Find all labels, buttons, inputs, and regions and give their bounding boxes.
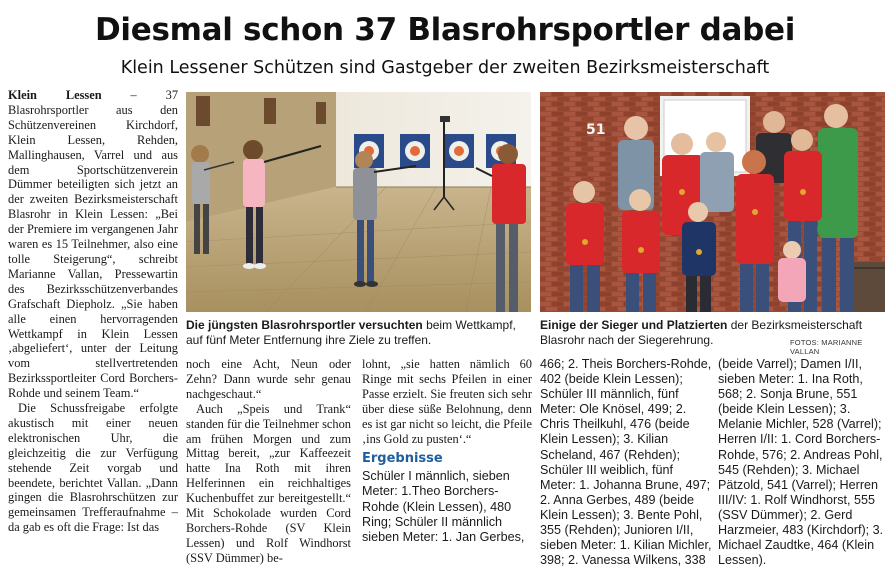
subheadline: Klein Lessener Schützen sind Gastgeber der zweiten Bezirksmeisterschaft <box>120 58 770 78</box>
results-text-1: Schüler I männlich, sieben Meter: 1.Theo Borchers-Rohde (Klein Lessen), 480 Ring; Schüler II männlich sieben Meter: 1. Jan Gerbes, <box>362 469 525 544</box>
article-column-3 <box>362 357 532 545</box>
young-shooters-illustration <box>186 92 531 312</box>
article-paragraph-2: Die Schussfreigabe erfolgte akustisch mit einer neuen elektronischen Uhr, die gleichzeitig die zur Verfügung stehende Zeit vorgab und beendete, berichtet Vallan. „Dann gingen die Blasrohrschützen zur gemeinsamen Trefferaufnahme – da gab es oft die Frage: Ist das <box>8 401 178 535</box>
caption-left-lead: Die jüngsten Blasrohrsportler versuchten <box>186 318 423 332</box>
results-heading: Ergebnisse <box>362 451 443 467</box>
results-text-3: (beide Varrel); Damen I/II, sieben Meter: 1. Ina Roth, 568; 2. Sonja Brune, 551 (beide Klein Lessen); 3. Melanie Michler, 528 (Varrel); Herren I/II: 1. Cord Borchers-Rohde, 576; 2. Andreas Pohl, 545 (Rehden); 3. Michael Pätzold, 541 (Varrel); Herren III/IV: 1. Rolf Windhorst, 555 (SSV Dümmer); 2. Gerd Harzmeier, 483 (Kirchdorf); 3. Michael Zaudtke, 464 (Klein Lessen). <box>718 357 884 568</box>
article-column-1 <box>8 88 178 535</box>
results-column-4 <box>540 357 712 568</box>
photo-young-shooters <box>186 92 531 312</box>
photo-winners-group <box>540 92 885 312</box>
caption-right-text: der Bezirksmeisterschaft Blasrohr nach der Siegerehrung. <box>540 318 863 347</box>
article-paragraph-5: lohnt, „sie hatten nämlich 60 Ringe mit sechs Pfeilen in einer Passe erzielt. Sie freuten sich sehr über diese süße Belohnung, denn es ist gar nicht so leicht, die Pfeile ‚ins Gold zu pusten‘.“ <box>362 357 532 446</box>
dateline: Klein Lessen <box>8 88 102 102</box>
article-paragraph-4: Auch „Speis und Trank“ standen für die Teilnehmer schon am frühen Morgen und zum Mittag bereit, „zur Kaffeezeit hatte Ina Roth mit ihren Helferinnen ein reichhaltiges Kuchenbuffet zur bereitgestellt.“ Mit Schokolade wurden Cord Borchers-Rohde (SV Klein Lessen) und Rolf Windhorst (SSV Dümmer) be- <box>186 401 351 565</box>
article-paragraph-1 <box>8 88 178 401</box>
headline: Diesmal schon 37 Blasrohrsportler dabei <box>94 12 796 48</box>
results-column-5 <box>718 357 886 568</box>
article-paragraph-3: noch eine Acht, Neun oder Zehn? Dann wurde sehr genau nachgeschaut.“ <box>186 357 351 401</box>
caption-right-lead: Einige der Sieger und Platzierten <box>540 318 728 332</box>
wall-number: 51 <box>586 122 606 138</box>
photo-credit: FOTOS: MARIANNE VALLAN <box>790 338 863 356</box>
article-text-1: – 37 Blasrohrsportler aus den Schützenvereinen Kirchdorf, Klein Lessen, Rehden, Mallinghausen, Varrel und aus dem Sportschützenverein Dümmer beteiligten sich jetzt an der zweiten Bezirksmeisterschaft Blasrohr in Klein Lessen: „Bei der Premiere im vergangenen Jahr waren es 15 Teilnehmer, also eine tolle Steigerung“, schreibt Marianne Vallan, Pressewartin des Bezirksschützenverbandes Grafschaft Diepholz. „Sie haben alle einen hervorragenden Wettkampf in Klein Lessen ‚abgeliefert‘, unter der Leitung vom stellvertretenden Bezirkssportleiter Cord Borchers-Rohde und seinem Team.“ <box>8 88 179 401</box>
results-text-2: 466; 2. Theis Borchers-Rohde, 402 (beide Klein Lessen); Schüler III männlich, fünf Meter: Ole Knösel, 499; 2. Chris Theilkuhl, 476 (beide Klein Lessen); 3. Kilian Scheland, 467 (Rehden); Schüler III weiblich, fünf Meter: 1. Johanna Brune, 497; 2. Anna Gerbes, 489 (beide Klein Lessen); 3. Bente Pohl, 355 (Rehden); Junioren I/II, sieben Meter: 1. Kilian Michler, 398; 2. Vanessa Wilkens, 338 <box>540 357 712 568</box>
caption-left-text: beim Wettkampf, auf fünf Meter Entfernung ihre Ziele zu treffen. <box>186 318 516 347</box>
photo-caption-left <box>186 318 531 347</box>
article-column-2 <box>186 357 351 566</box>
winners-group-illustration <box>540 92 885 312</box>
